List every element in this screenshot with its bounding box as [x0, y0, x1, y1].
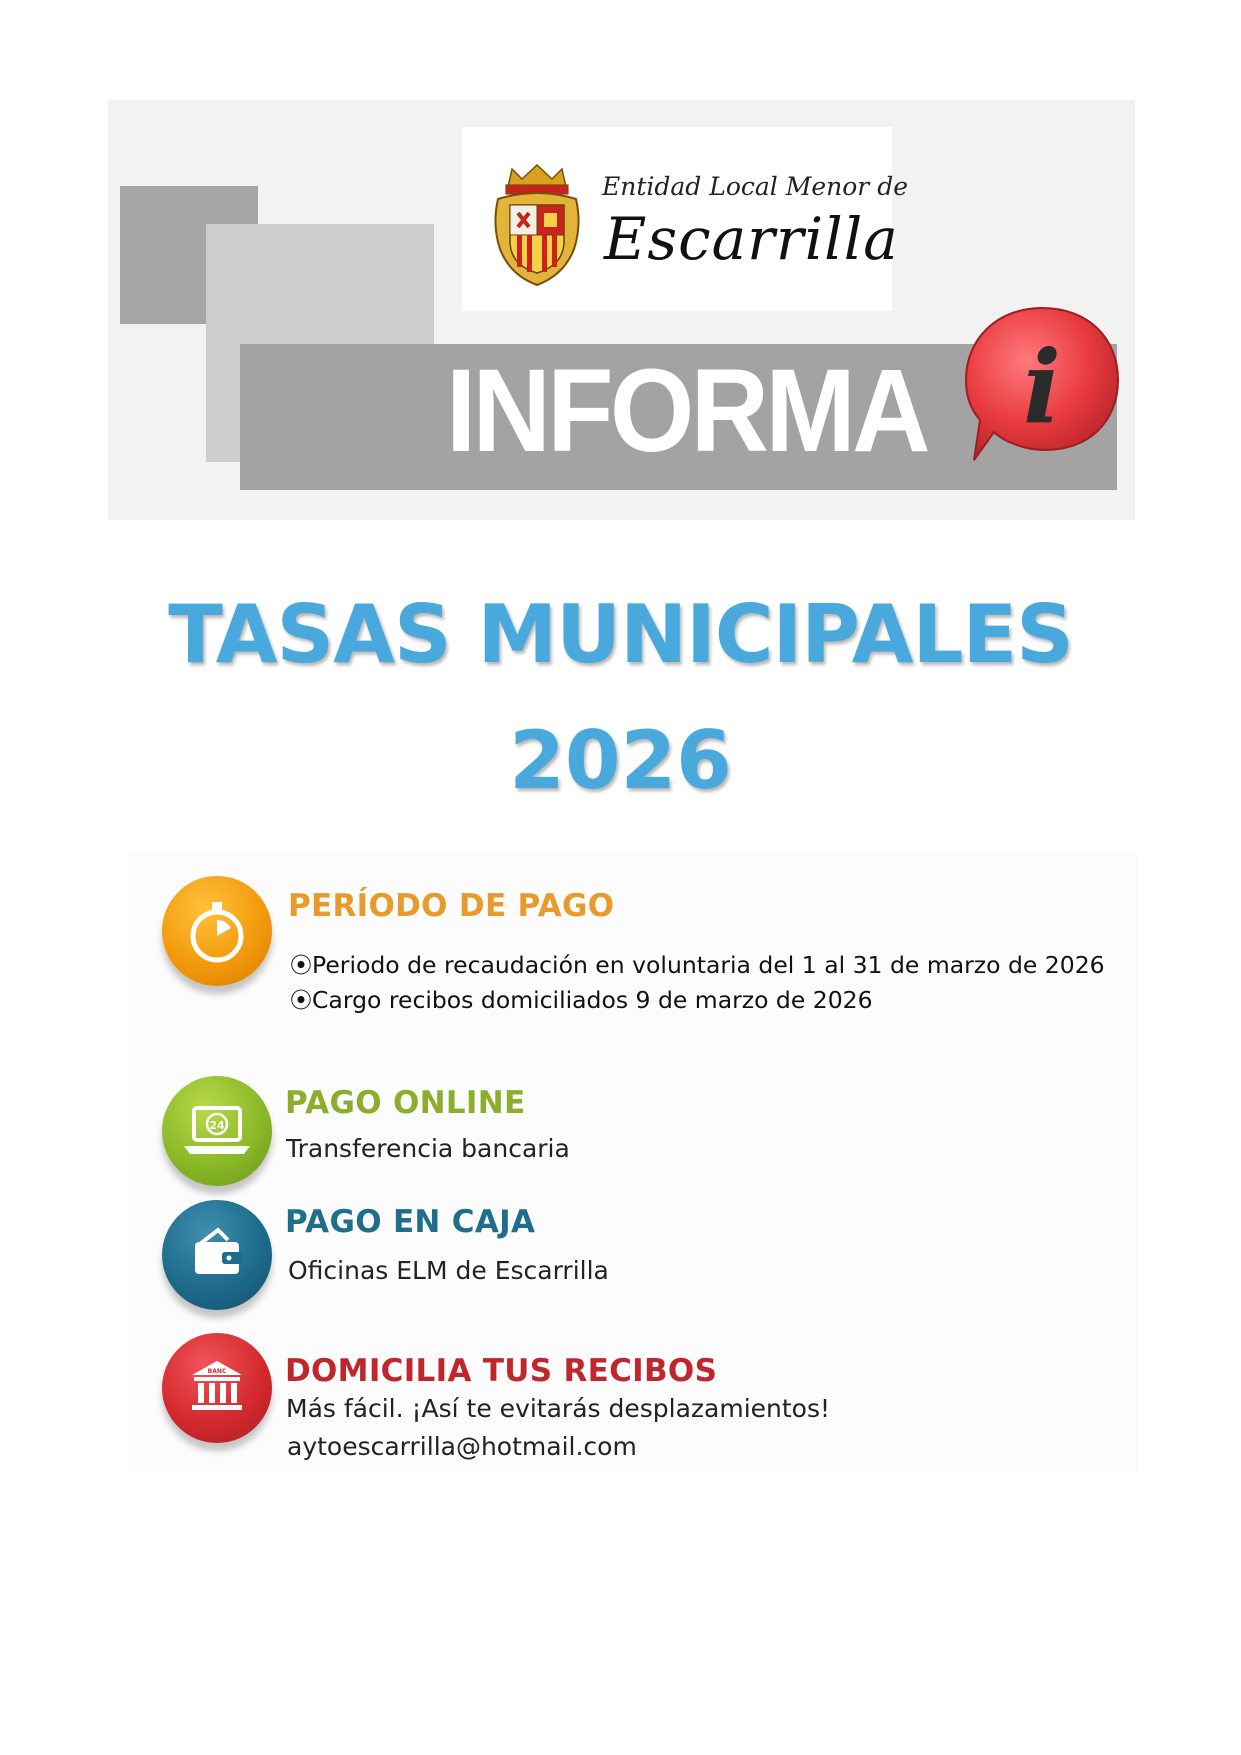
page-title: TASAS MUNICIPALES	[168, 588, 1073, 681]
caja-text: Oficinas ELM de Escarrilla	[288, 1256, 609, 1285]
domicilia-text: Más fácil. ¡Así te evitarás desplazamientos!	[286, 1394, 831, 1423]
informa-word: INFORMA	[446, 345, 927, 477]
contact-email[interactable]: aytoescarrilla@hotmail.com	[287, 1432, 637, 1461]
bullet-icon: ⦿	[290, 954, 313, 979]
periodo-line-2	[290, 984, 873, 1015]
svg-text:BANC: BANC	[207, 1368, 227, 1375]
periodo-line-1	[290, 949, 1105, 980]
logo-entity-label: Entidad Local Menor de	[602, 172, 908, 201]
logo-town-name: Escarrilla	[604, 205, 899, 273]
info-glyph: i	[1023, 328, 1061, 446]
svg-text:24: 24	[209, 1119, 225, 1132]
periodo-text-2: Cargo recibos domiciliados 9 de marzo de 2026	[312, 986, 873, 1014]
stopwatch-icon	[162, 876, 272, 986]
info-bubble-icon	[962, 300, 1122, 465]
bullet-icon: ⦿	[290, 989, 313, 1014]
section-heading-periodo: PERÍODO DE PAGO	[288, 888, 615, 924]
bank-icon	[162, 1333, 272, 1443]
coat-of-arms-icon	[490, 163, 584, 287]
section-heading-online: PAGO ONLINE	[285, 1085, 526, 1121]
section-heading-caja: PAGO EN CAJA	[285, 1204, 536, 1240]
laptop-24h-icon	[162, 1076, 272, 1186]
online-text: Transferencia bancaria	[286, 1134, 570, 1163]
wallet-icon	[162, 1200, 272, 1310]
section-heading-domicilia: DOMICILIA TUS RECIBOS	[285, 1353, 718, 1389]
periodo-text-1: Periodo de recaudación en voluntaria del 1 al 31 de marzo de 2026	[312, 951, 1105, 979]
page-title-year: 2026	[509, 714, 732, 807]
